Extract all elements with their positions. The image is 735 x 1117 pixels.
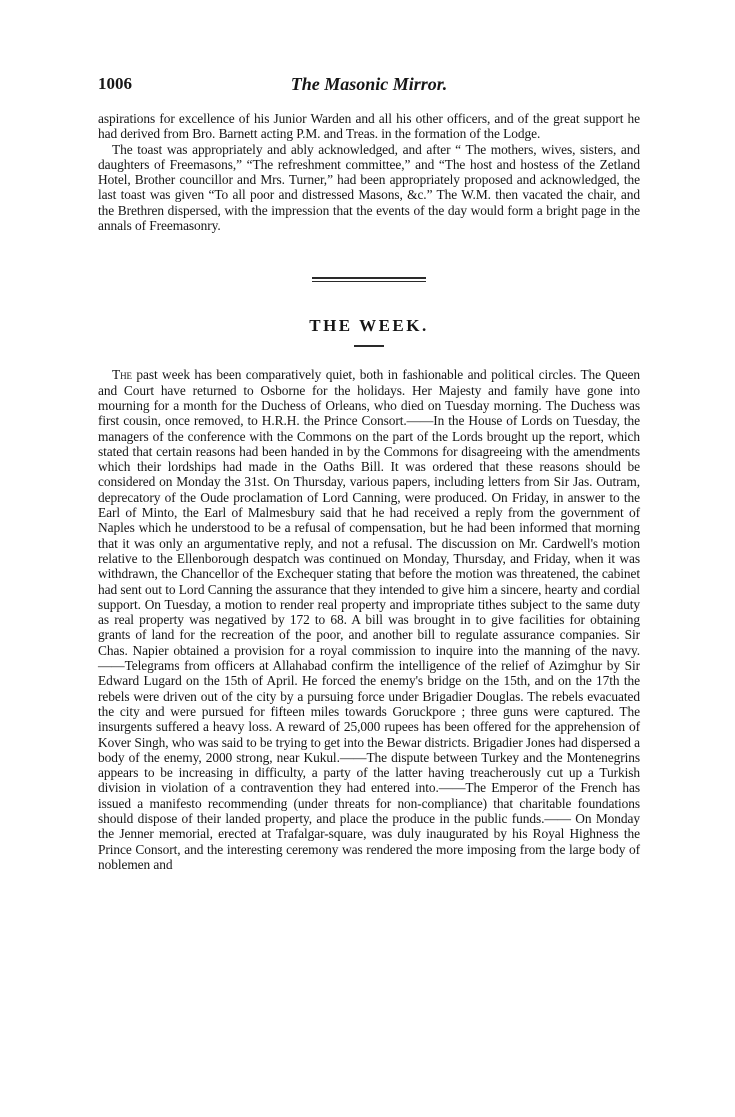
running-head bbox=[98, 72, 640, 98]
week-body-text: past week has been comparatively quiet, both in fashionable and political circles. The Queen and Court have returned to Osborne for the holidays. Her Majesty and family have gone into mourning for a month for the Duchess of Orleans, who died on Tuesday morning. The Duchess was first cousin, once removed, to H.R.H. the Prince Consort.——In the House of Lords on Tuesday, the managers of the conference with the Commons on the part of the Lords brought up the report, which stated that certain reasons had been handed in by the Commons for disagreeing with the amendments which their lordships had made in the Oaths Bill. It was ordered that these reasons should be considered on Monday the 31st. On Thursday, various papers, including letters from Sir Jas. Outram, deprecatory of the Oude proclamation of Lord Canning, were produced. On Friday, in answer to the Earl of Minto, the Earl of Malmesbury said that he had received a reply from the government of Naples which he understood to be a refusal of compensation, but he had been informed that morning that it was only an argumentative reply, and not a refusal. The discussion on Mr. Cardwell's motion relative to the Ellenborough despatch was continued on Monday, Thursday, and Friday, when it was withdrawn, the Chancellor of the Exchequer stating that before the motion was threatened, the cabinet had sent out to Lord Canning the assurance that they intended to give him a sincere, hearty and cordial support. On Tuesday, a motion to render real property and impropriate tithes subject to the same duty as real property was negatived by 172 to 68. A bill was brought in to give facilities for obtaining grants of land for the recreation of the poor, and another bill to regulate assurance companies. Sir Chas. Napier obtained a provision for a royal commission to inquire into the manning of the navy.——Telegrams from officers at Allahabad confirm the intelligence of the relief of Azimghur by Sir Edward Lugard on the 15th of April. He forced the enemy's bridge on the 15th, and on the 17th the rebels were driven out of the city by a pursuing force under Brigadier Douglas. The rebels evacuated the city and were pursued for fifteen miles towards Goruckpore ; three guns were captured. The insurgents suffered a heavy loss. A reward of 25,000 rupees has been offered for the apprehension of Kover Singh, who was said to be trying to get into the Bewar districts. Brigadier Jones had dispersed a body of the enemy, 2000 strong, near Kukul.——The dispute between Turkey and the Montenegrins appears to be increasing in difficulty, a party of the latter having treacherously cut up a Turkish division in violation of a contravention they had entered into.——The Emperor of the French has issued a manifesto recommending (under threats for non-compliance) that charitable foundations should dispose of their landed property, and place the produce in the public funds.—— On Monday the Jenner memorial, erected at Trafalgar-square, was duly inaugurated by his Royal Highness the Prince Consort, and the interesting ceremony was rendered the more imposing from the large body of noblemen and bbox=[98, 367, 640, 872]
page-number: 1006 bbox=[98, 74, 132, 93]
lead-word: The bbox=[112, 367, 132, 383]
section-title: THE WEEK. bbox=[309, 316, 429, 336]
running-title: The Masonic Mirror. bbox=[290, 74, 448, 94]
paragraph-toasts: The toast was appropriately and ably acknowledged, and after “ The mothers, wives, sisters, and daughters of Freemasons,” “The refreshment committee,” and “The host and hostess of the Zetland Hotel, Brother councillor and Mrs. Turner,” had been appropriately proposed and acknowledged, the last toast was given “To all poor and distressed Masons, &c.” The W.M. then vacated the chair, and the Brethren dispersed, with the impression that the events of the day would form a bright page in the annals of Freemasonry. bbox=[98, 141, 640, 234]
title-underline-rule bbox=[354, 345, 384, 347]
paragraph-the-week bbox=[98, 367, 640, 872]
page bbox=[98, 72, 640, 872]
section-divider bbox=[312, 277, 426, 282]
paragraph-lodge-continuation: aspirations for excellence of his Junior Warden and all his other officers, and of the great support he had derived from Bro. Barnett acting P.M. and Treas. in the formation of the Lodge. bbox=[98, 111, 640, 142]
